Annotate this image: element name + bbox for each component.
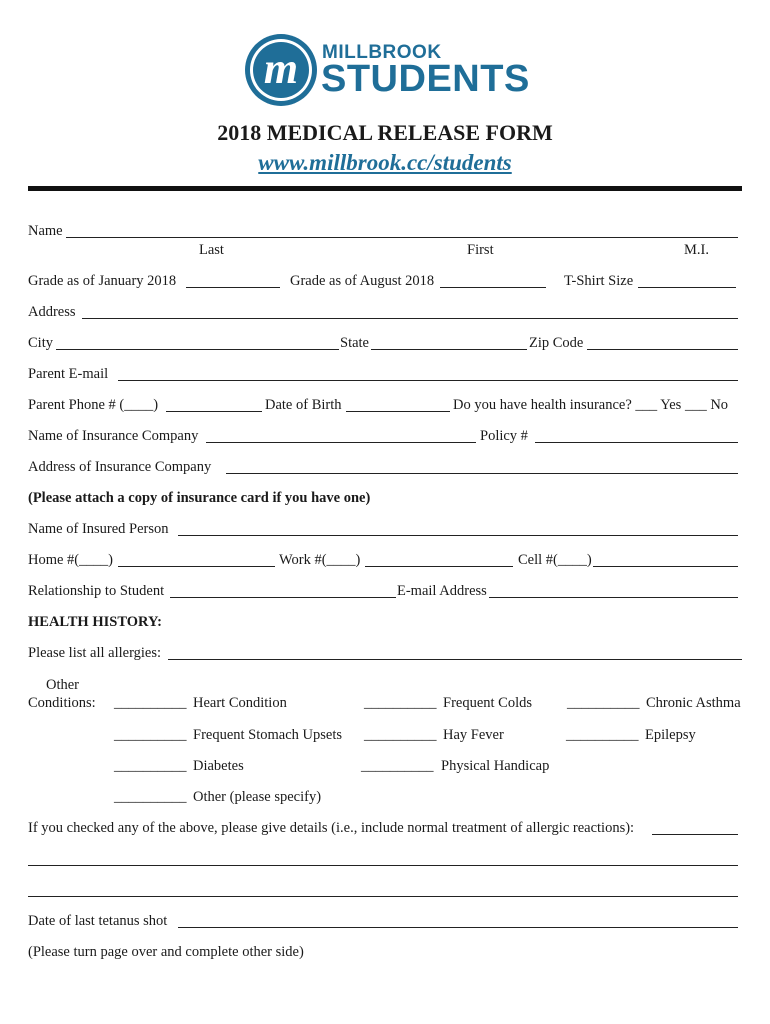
diabetes-blank[interactable]: __________ — [114, 758, 187, 774]
health-history-heading: HEALTH HISTORY: — [28, 614, 162, 630]
details-field-inline[interactable] — [652, 834, 738, 835]
tetanus-field[interactable] — [178, 927, 738, 928]
allergies-label: Please list all allergies: — [28, 645, 162, 661]
cell-phone-label: Cell #(____) — [518, 552, 592, 568]
insurance-address-label: Address of Insurance Company — [28, 459, 212, 475]
epilepsy-blank[interactable]: __________ — [566, 727, 639, 743]
work-phone-field[interactable] — [365, 566, 513, 567]
relationship-field[interactable] — [170, 597, 396, 598]
grade-august-field[interactable] — [440, 287, 546, 288]
dob-field[interactable] — [346, 411, 450, 412]
insurance-question[interactable]: Do you have health insurance? ___ Yes ___ No — [453, 397, 729, 413]
parent-email-field[interactable] — [118, 380, 738, 381]
logo-bottom-text: STUDENTS — [321, 58, 530, 100]
chronic-asthma-label: Chronic Asthma — [646, 695, 741, 711]
mi-label: M.I. — [684, 242, 709, 258]
address-field[interactable] — [82, 318, 738, 319]
other-specify-blank[interactable]: __________ — [114, 789, 187, 805]
stomach-upsets-blank[interactable]: __________ — [114, 727, 187, 743]
insurance-company-field[interactable] — [206, 442, 476, 443]
logo-letter: m — [263, 44, 299, 93]
parent-phone-field[interactable] — [166, 411, 262, 412]
turn-page-note: (Please turn page over and complete other side) — [28, 944, 304, 960]
tetanus-label: Date of last tetanus shot — [28, 913, 168, 929]
work-phone-label: Work #(____) — [279, 552, 361, 568]
policy-label: Policy # — [480, 428, 528, 444]
parent-phone-label: Parent Phone # (____) — [28, 397, 159, 413]
state-field[interactable] — [371, 349, 527, 350]
cell-phone-field[interactable] — [593, 566, 738, 567]
other-label: Other — [46, 677, 80, 693]
last-label: Last — [199, 242, 224, 258]
insured-person-field[interactable] — [178, 535, 738, 536]
other-specify-label: Other (please specify) — [193, 789, 322, 805]
zip-label: Zip Code — [529, 335, 584, 351]
physical-handicap-label: Physical Handicap — [441, 758, 550, 774]
parent-email-label: Parent E-mail — [28, 366, 109, 382]
frequent-colds-label: Frequent Colds — [443, 695, 533, 711]
grade-august-label: Grade as of August 2018 — [290, 273, 435, 289]
diabetes-label: Diabetes — [193, 758, 244, 774]
website-link[interactable]: www.millbrook.cc/students — [258, 150, 512, 175]
attach-card-note: (Please attach a copy of insurance card if you have one) — [28, 490, 371, 506]
insurance-address-field[interactable] — [226, 473, 738, 474]
heart-condition-label: Heart Condition — [193, 695, 287, 711]
insurance-company-label: Name of Insurance Company — [28, 428, 199, 444]
hay-fever-label: Hay Fever — [443, 727, 504, 743]
heart-condition-blank[interactable]: __________ — [114, 695, 187, 711]
relationship-label: Relationship to Student — [28, 583, 165, 599]
name-field[interactable] — [66, 237, 738, 238]
allergies-field[interactable] — [168, 659, 742, 660]
physical-handicap-blank[interactable]: __________ — [361, 758, 434, 774]
details-field-line-2[interactable] — [28, 896, 738, 897]
stomach-upsets-label: Frequent Stomach Upsets — [193, 727, 343, 743]
form-title: 2018 MEDICAL RELEASE FORM — [217, 120, 553, 145]
epilepsy-label: Epilepsy — [645, 727, 696, 743]
hay-fever-blank[interactable]: __________ — [364, 727, 437, 743]
dob-label: Date of Birth — [265, 397, 342, 413]
tshirt-field[interactable] — [638, 287, 736, 288]
policy-field[interactable] — [535, 442, 738, 443]
email-address-field[interactable] — [489, 597, 738, 598]
address-label: Address — [28, 304, 76, 320]
header-divider — [28, 186, 742, 191]
logo-top-text: MILLBROOK — [322, 42, 442, 63]
state-label: State — [340, 335, 369, 351]
millbrook-logo-icon — [244, 33, 318, 107]
city-field[interactable] — [56, 349, 339, 350]
tshirt-label: T-Shirt Size — [564, 273, 634, 289]
city-label: City — [28, 335, 53, 351]
email-address-label: E-mail Address — [397, 583, 487, 599]
zip-field[interactable] — [587, 349, 738, 350]
grade-january-label: Grade as of January 2018 — [28, 273, 177, 289]
home-phone-field[interactable] — [118, 566, 275, 567]
grade-january-field[interactable] — [186, 287, 280, 288]
first-label: First — [467, 242, 494, 258]
insured-person-label: Name of Insured Person — [28, 521, 169, 537]
conditions-label: Conditions: — [28, 695, 96, 711]
home-phone-label: Home #(____) — [28, 552, 113, 568]
name-label: Name — [28, 223, 63, 239]
details-field-line-1[interactable] — [28, 865, 738, 866]
details-label: If you checked any of the above, please give details (i.e., include normal treatment of allergic reactions): — [28, 820, 635, 836]
chronic-asthma-blank[interactable]: __________ — [567, 695, 640, 711]
frequent-colds-blank[interactable]: __________ — [364, 695, 437, 711]
